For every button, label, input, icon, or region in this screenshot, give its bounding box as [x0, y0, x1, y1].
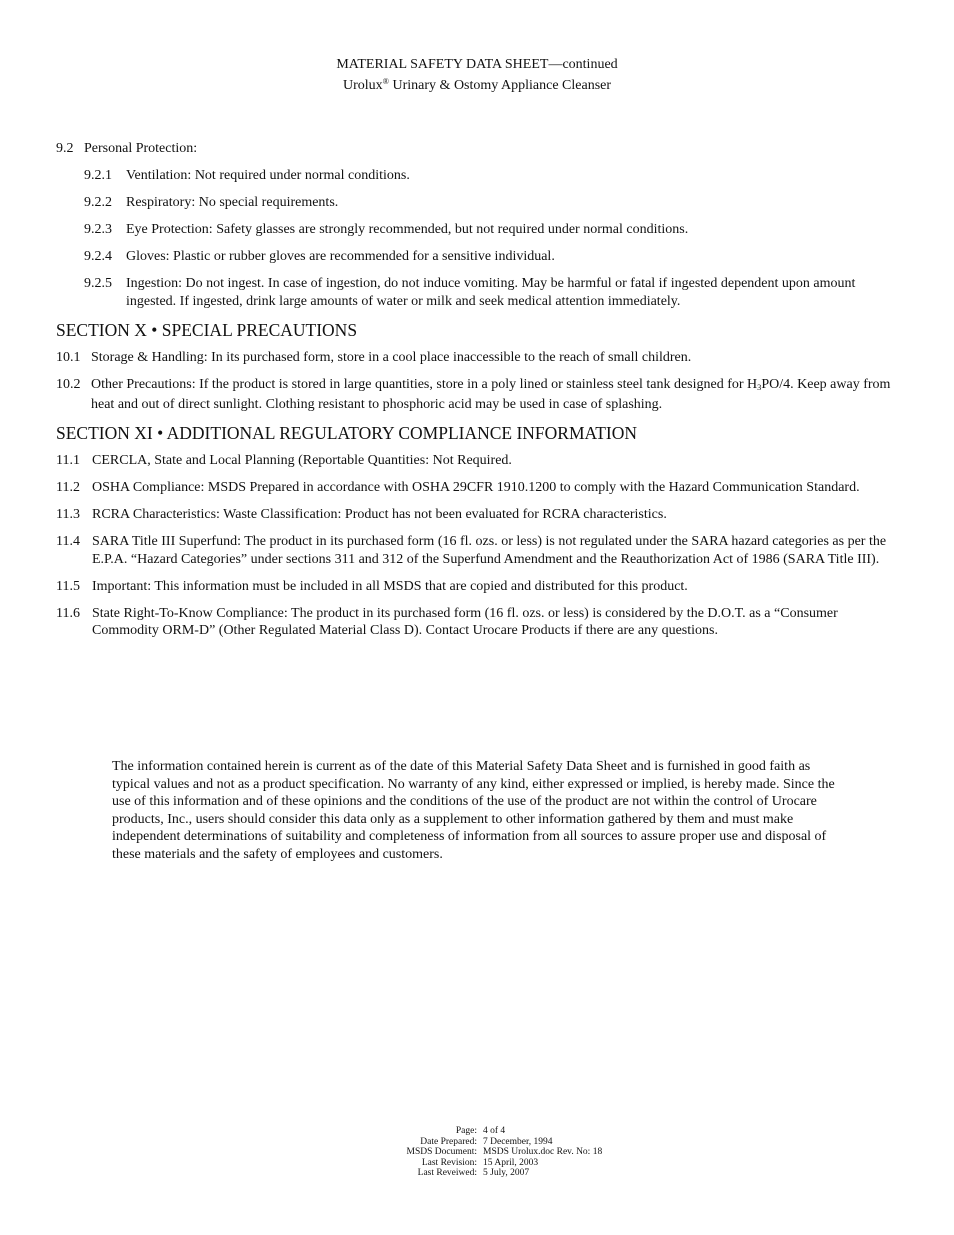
item-11-1	[56, 452, 901, 470]
item-text: Personal Protection:	[84, 141, 198, 156]
footer-value: 7 December, 1994	[483, 1136, 553, 1147]
item-text: Storage & Handling: In its purchased form, store in a cool place inaccessible to the reach of small children.	[91, 349, 692, 365]
footer-row-msds-document	[350, 1147, 602, 1158]
footer-row-date-prepared	[350, 1137, 602, 1148]
footer-value: MSDS Urolux.doc Rev. No: 18	[483, 1147, 603, 1157]
item-11-2	[56, 479, 901, 497]
header-title: MATERIAL SAFETY DATA SHEET—continued	[336, 57, 618, 72]
item-text: Respiratory: No special requirements.	[126, 195, 339, 210]
item-9-2	[56, 140, 901, 158]
item-10-1	[56, 349, 901, 367]
item-number: 11.2	[56, 480, 80, 495]
section-x-heading: SECTION X • SPECIAL PRECAUTIONS	[56, 319, 358, 340]
item-number: 10.1	[56, 349, 81, 365]
footer-label: Page:	[455, 1126, 477, 1136]
footer-row-last-reviewed	[350, 1168, 602, 1179]
item-10-2	[56, 376, 901, 414]
item-number: 9.2.3	[84, 222, 112, 237]
footer-label: Date Prepared:	[420, 1136, 477, 1147]
item-text: Ventilation: Not required under normal conditions.	[126, 168, 410, 183]
item-text: RCRA Characteristics: Waste Classification: Product has not been evaluated for RCRA characteristics.	[92, 507, 667, 522]
item-text: CERCLA, State and Local Planning (Reportable Quantities: Not Required.	[92, 453, 512, 468]
product-name: Urolux	[342, 78, 383, 93]
footer-value: 4 of 4	[483, 1126, 506, 1136]
product-description: Urinary & Ostomy Appliance Cleanser	[389, 78, 612, 93]
item-text: OSHA Compliance: MSDS Prepared in accordance with OSHA 29CFR 1910.1200 to comply with the Hazard Communication Standard.	[92, 480, 860, 495]
item-text: Eye Protection: Safety glasses are strongly recommended, but not required under normal conditions.	[126, 222, 689, 237]
item-number: 10.2	[56, 376, 81, 392]
item-number: 11.6	[56, 605, 80, 621]
item-9-2-4	[56, 248, 901, 266]
footer-row-last-revision	[350, 1158, 602, 1169]
item-number: 9.2	[56, 141, 74, 156]
document-body	[56, 140, 901, 649]
document-header	[0, 56, 954, 94]
item-11-5	[56, 578, 901, 596]
item-number: 9.2.5	[84, 276, 112, 291]
footer-value: 15 April, 2003	[483, 1157, 539, 1168]
item-text: Ingestion: Do not ingest. In case of ingestion, do not induce vomiting. May be harmful or fatal if ingested dependent upon amount ingested. If ingested, drink large amounts of water or milk and seek medical attention immediately.	[126, 276, 856, 309]
item-text-part: PO/4. Keep away from heat and out of direct sunlight. Clothing resistant to phosphoric acid may be used in case of splashing.	[91, 376, 891, 412]
item-9-2-1	[56, 167, 901, 185]
item-text: Gloves: Plastic or rubber gloves are recommended for a sensitive individual.	[126, 249, 555, 264]
item-11-3	[56, 506, 901, 524]
item-number: 9.2.4	[84, 249, 112, 264]
item-9-2-5	[56, 275, 901, 310]
footer-label: MSDS Document:	[406, 1147, 477, 1157]
item-9-2-3	[56, 221, 901, 239]
section-xi-heading: SECTION XI • ADDITIONAL REGULATORY COMPLIANCE INFORMATION	[56, 423, 638, 443]
disclaimer-paragraph: The information contained herein is current as of the date of this Material Safety Data Sheet and is furnished in good faith as typical values and not as a product specification. No warranty of any kind, either expressed or implied, is hereby made. Since the use of this information and of these opinions and the conditions of the use of the product are not within the control of Urocare products, Inc., users should consider this data only as a supplement to other information gathered by them and must make independent determinations of suitability and completeness of information from all sources to assure proper use and disposal of these materials and the safety of employees and customers.	[112, 759, 835, 862]
item-text: State Right-To-Know Compliance: The product in its purchased form (16 fl. ozs. or less) is considered by the D.O.T. as a “Consumer Commodity ORM-D” (Other Regulated Material Class D). Contact Urocare Products if there are any questions.	[92, 605, 838, 638]
footer-value: 5 July, 2007	[483, 1168, 530, 1178]
item-number: 11.1	[56, 453, 80, 468]
item-number: 11.5	[56, 578, 80, 594]
footer-label: Last Reveiwed:	[417, 1168, 477, 1178]
footer-row-page	[350, 1126, 602, 1137]
document-footer	[350, 1126, 602, 1179]
item-number: 9.2.1	[84, 168, 112, 183]
item-text: SARA Title III Superfund: The product in its purchased form (16 fl. ozs. or less) is not regulated under the SARA hazard categories as per the E.P.A. “Hazard Categories” under sections 311 and 312 of the Superfund Amendment and the Reauthorization Act of 1986 (SARA Title III).	[92, 534, 887, 567]
item-11-4	[56, 533, 901, 568]
item-11-6	[56, 605, 901, 640]
subscript-3: 3	[757, 382, 762, 392]
registered-mark: ®	[382, 77, 390, 86]
item-text-part: Other Precautions: If the product is stored in large quantities, store in a poly lined or stainless steel tank designed for H	[91, 376, 758, 392]
item-number: 11.4	[56, 534, 80, 549]
footer-label: Last Revision:	[421, 1157, 477, 1168]
item-number: 9.2.2	[84, 195, 112, 210]
item-text: Important: This information must be included in all MSDS that are copied and distributed for this product.	[92, 578, 688, 594]
item-number: 11.3	[56, 507, 80, 522]
item-text	[91, 376, 901, 414]
header-product	[0, 73, 954, 94]
item-9-2-2	[56, 194, 901, 212]
